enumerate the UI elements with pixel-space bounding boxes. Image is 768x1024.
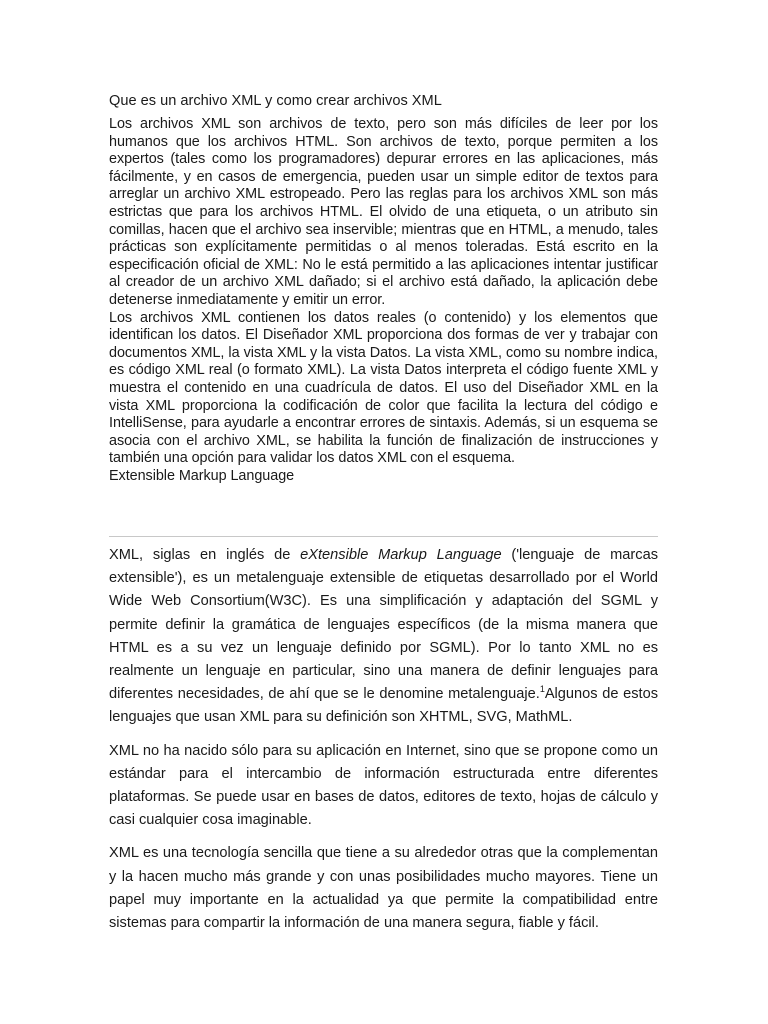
section-divider	[109, 536, 658, 537]
section-intro	[109, 116, 658, 485]
definition-paragraph-3: XML es una tecnología sencilla que tiene a su alrededor otras que la complementan y la hacen mucho más grande y con unas posibilidades mucho mayores. Tiene un papel muy importante en la actualidad ya que permite la compatibilidad entre sistemas para compartir la información de una manera segura, fiable y fácil.	[109, 845, 658, 932]
definition-paragraph-2: XML no ha nacido sólo para su aplicación en Internet, sino que se propone como un estándar para el intercambio de información estructurada entre diferentes plataformas. Se puede usar en bases de datos, editores de texto, hojas de cálculo y casi cualquier cosa imaginable.	[109, 742, 658, 829]
definition-paragraph-1	[109, 544, 658, 730]
footnote-marker[interactable]: 1	[539, 684, 545, 695]
definition-text-middle: ('lenguaje de marcas extensible'), es un metalenguaje extensible de etiquetas desarrollado por el World Wide Web Consortium(W3C). Es una simplificación y adaptación del SGML y permite definir la gramática de lenguajes específicos (de la misma manera que HTML es a su vez un lenguaje definido por SGML). Por lo tanto XML no es realmente un lenguaje en particular, sino una manera de definir lenguajes para diferentes necesidades, de ahí que se le denomine metalenguaje.	[109, 547, 658, 703]
definition-text-end: Algunos de estos lenguajes que usan XML para su definición son XHTML, SVG, MathML.	[109, 686, 659, 726]
definition-italic-term: eXtensible Markup Language	[300, 547, 502, 563]
intro-paragraph-2: Los archivos XML contienen los datos reales (o contenido) y los elementos que identifican los datos. El Diseñador XML proporciona dos formas de ver y trabajar con documentos XML, la vista XML y la vista Datos. La vista XML, como su nombre indica, es código XML real (o formato XML). La vista Datos interpreta el código fuente XML y muestra el contenido en una cuadrícula de datos. El uso del Diseñador XML en la vista XML proporciona la codificación de color que facilita la lectura del código e IntelliSense, para ayudarle a encontrar errores de sintaxis. Además, si un esquema se asocia con el archivo XML, se habilita la función de finalización de instrucciones y también una opción para validar los datos XML con el esquema.	[109, 309, 658, 467]
document-title: Que es un archivo XML y como crear archivos XML	[109, 93, 442, 109]
section-xml-definition	[109, 544, 658, 945]
section-subheading: Extensible Markup Language	[109, 467, 295, 484]
intro-paragraph-1: Los archivos XML son archivos de texto, pero son más difíciles de leer por los humanos que los archivos HTML. Son archivos de texto, porque permiten a los expertos (tales como los programadores) depurar errores en las aplicaciones, más fácilmente, y en casos de emergencia, pueden usar un simple editor de textos para arreglar un archivo XML estropeado. Pero las reglas para los archivos XML son más estrictas que para los archivos HTML. El olvido de una etiqueta, o un atributo sin comillas, hacen que el archivo sea inservible; mientras que en HTML, a menudo, tales prácticas son explícitamente permitidas o al menos toleradas. Está escrito en la especificación oficial de XML: No le está permitido a las aplicaciones intentar justificar al creador de un archivo XML dañado; si el archivo está dañado, la aplicación debe detenerse inmediatamente y emitir un error.	[109, 116, 658, 308]
definition-text-start: XML, siglas en inglés de	[109, 547, 301, 563]
